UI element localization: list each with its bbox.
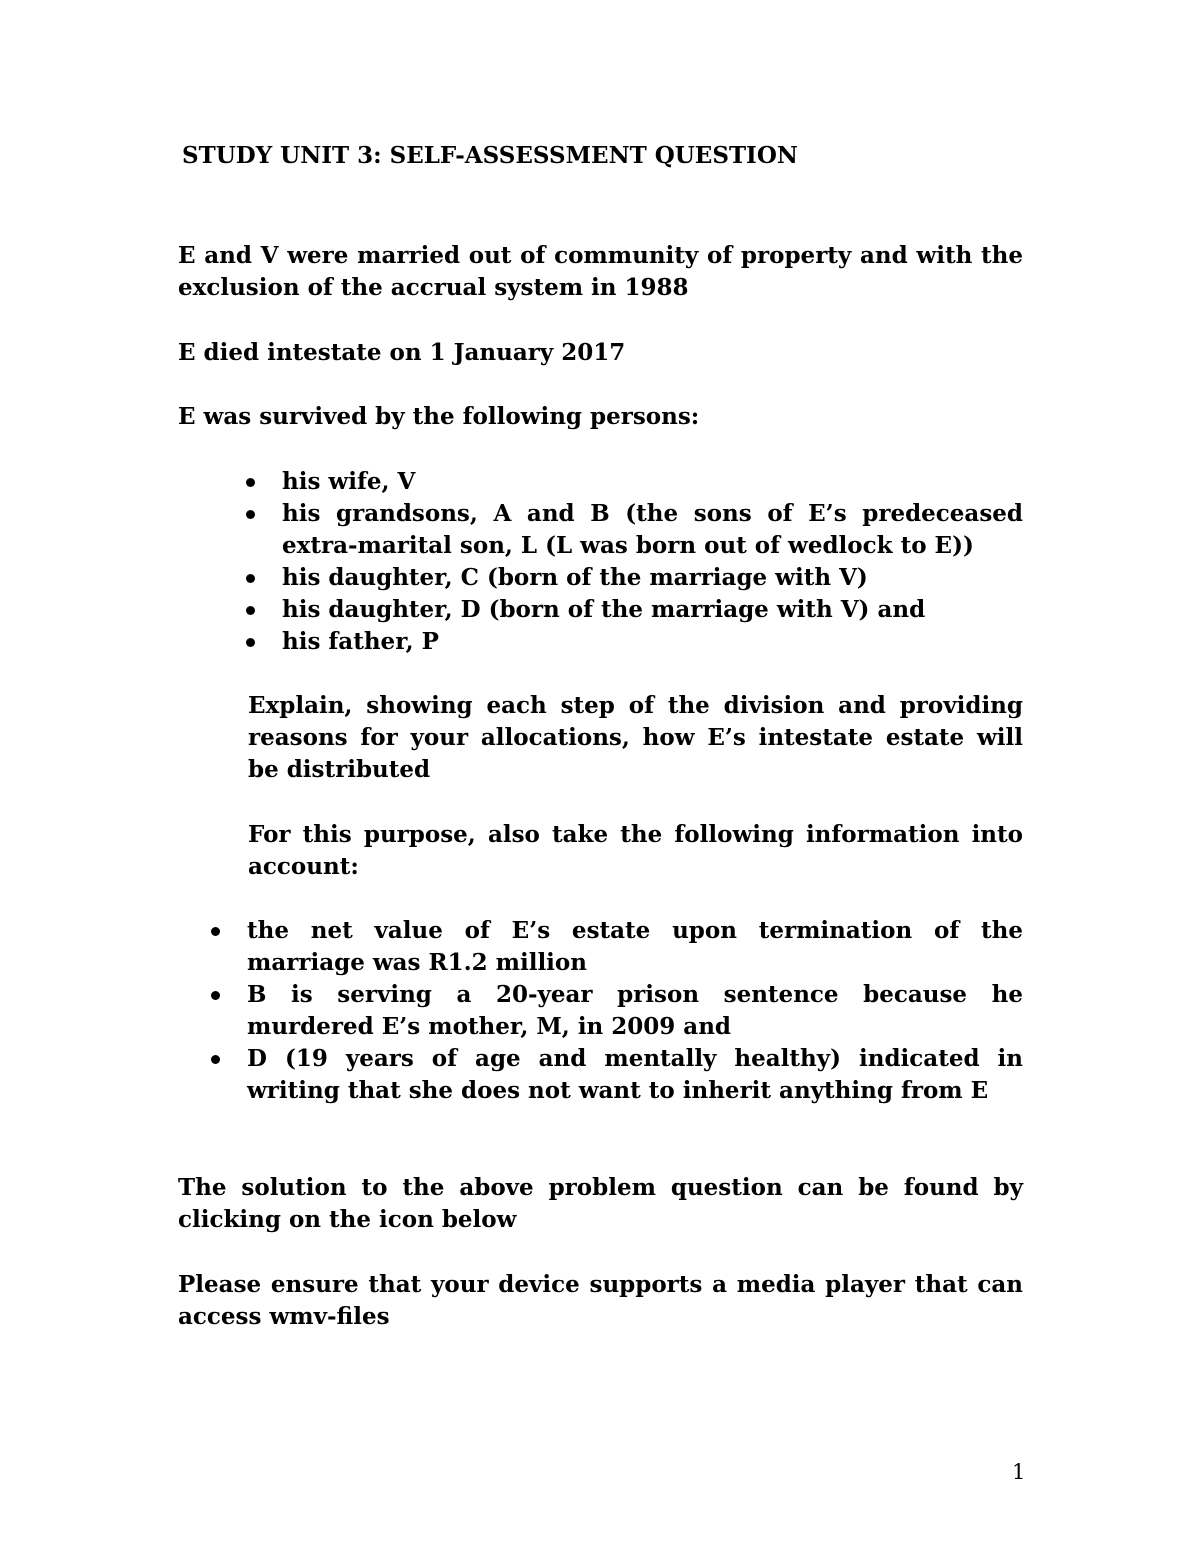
death-paragraph: E died intestate on 1 January 2017 <box>178 339 626 366</box>
bullet-icon <box>211 991 220 1000</box>
page-title: STUDY UNIT 3: SELF-ASSESSMENT QUESTION <box>182 142 798 169</box>
survivors-intro-paragraph: E was survived by the following persons: <box>178 403 700 430</box>
explain-paragraph: Explain, showing each step of the division and providing reasons for your allocations, how E’s intestate estate will be distributed <box>248 692 1023 783</box>
bullet-icon <box>211 927 220 936</box>
list-item: B is serving a 20-year prison sentence because he murdered E’s mother, M, in 2009 and <box>211 979 1023 1043</box>
solution-paragraph: The solution to the above problem question can be found by clicking on the icon below <box>178 1174 1023 1233</box>
purpose-paragraph: For this purpose, also take the following information into account: <box>248 821 1023 880</box>
bullet-icon <box>246 606 255 615</box>
bullet-icon <box>246 478 255 487</box>
list-item: his grandsons, A and B (the sons of E’s predeceased extra-marital son, L (L was born out of wedlock to E)) <box>246 498 1023 562</box>
bullet-icon <box>246 510 255 519</box>
list-item: his wife, V <box>246 466 1023 498</box>
bullet-icon <box>246 638 255 647</box>
information-list <box>211 915 1023 1107</box>
survivors-list <box>246 466 1023 658</box>
page-number: 1 <box>1012 1460 1026 1484</box>
list-item: his father, P <box>246 626 1023 658</box>
list-item: his daughter, D (born of the marriage with V) and <box>246 594 1023 626</box>
bullet-icon <box>211 1055 220 1064</box>
intro-paragraph: E and V were married out of community of property and with the exclusion of the accrual system in 1988 <box>178 242 1023 301</box>
list-item: his daughter, C (born of the marriage with V) <box>246 562 1023 594</box>
media-player-paragraph: Please ensure that your device supports a media player that can access wmv-files <box>178 1271 1023 1330</box>
list-item: the net value of E’s estate upon termination of the marriage was R1.2 million <box>211 915 1023 979</box>
bullet-icon <box>246 574 255 583</box>
list-item: D (19 years of age and mentally healthy) indicated in writing that she does not want to inherit anything from E <box>211 1043 1023 1107</box>
